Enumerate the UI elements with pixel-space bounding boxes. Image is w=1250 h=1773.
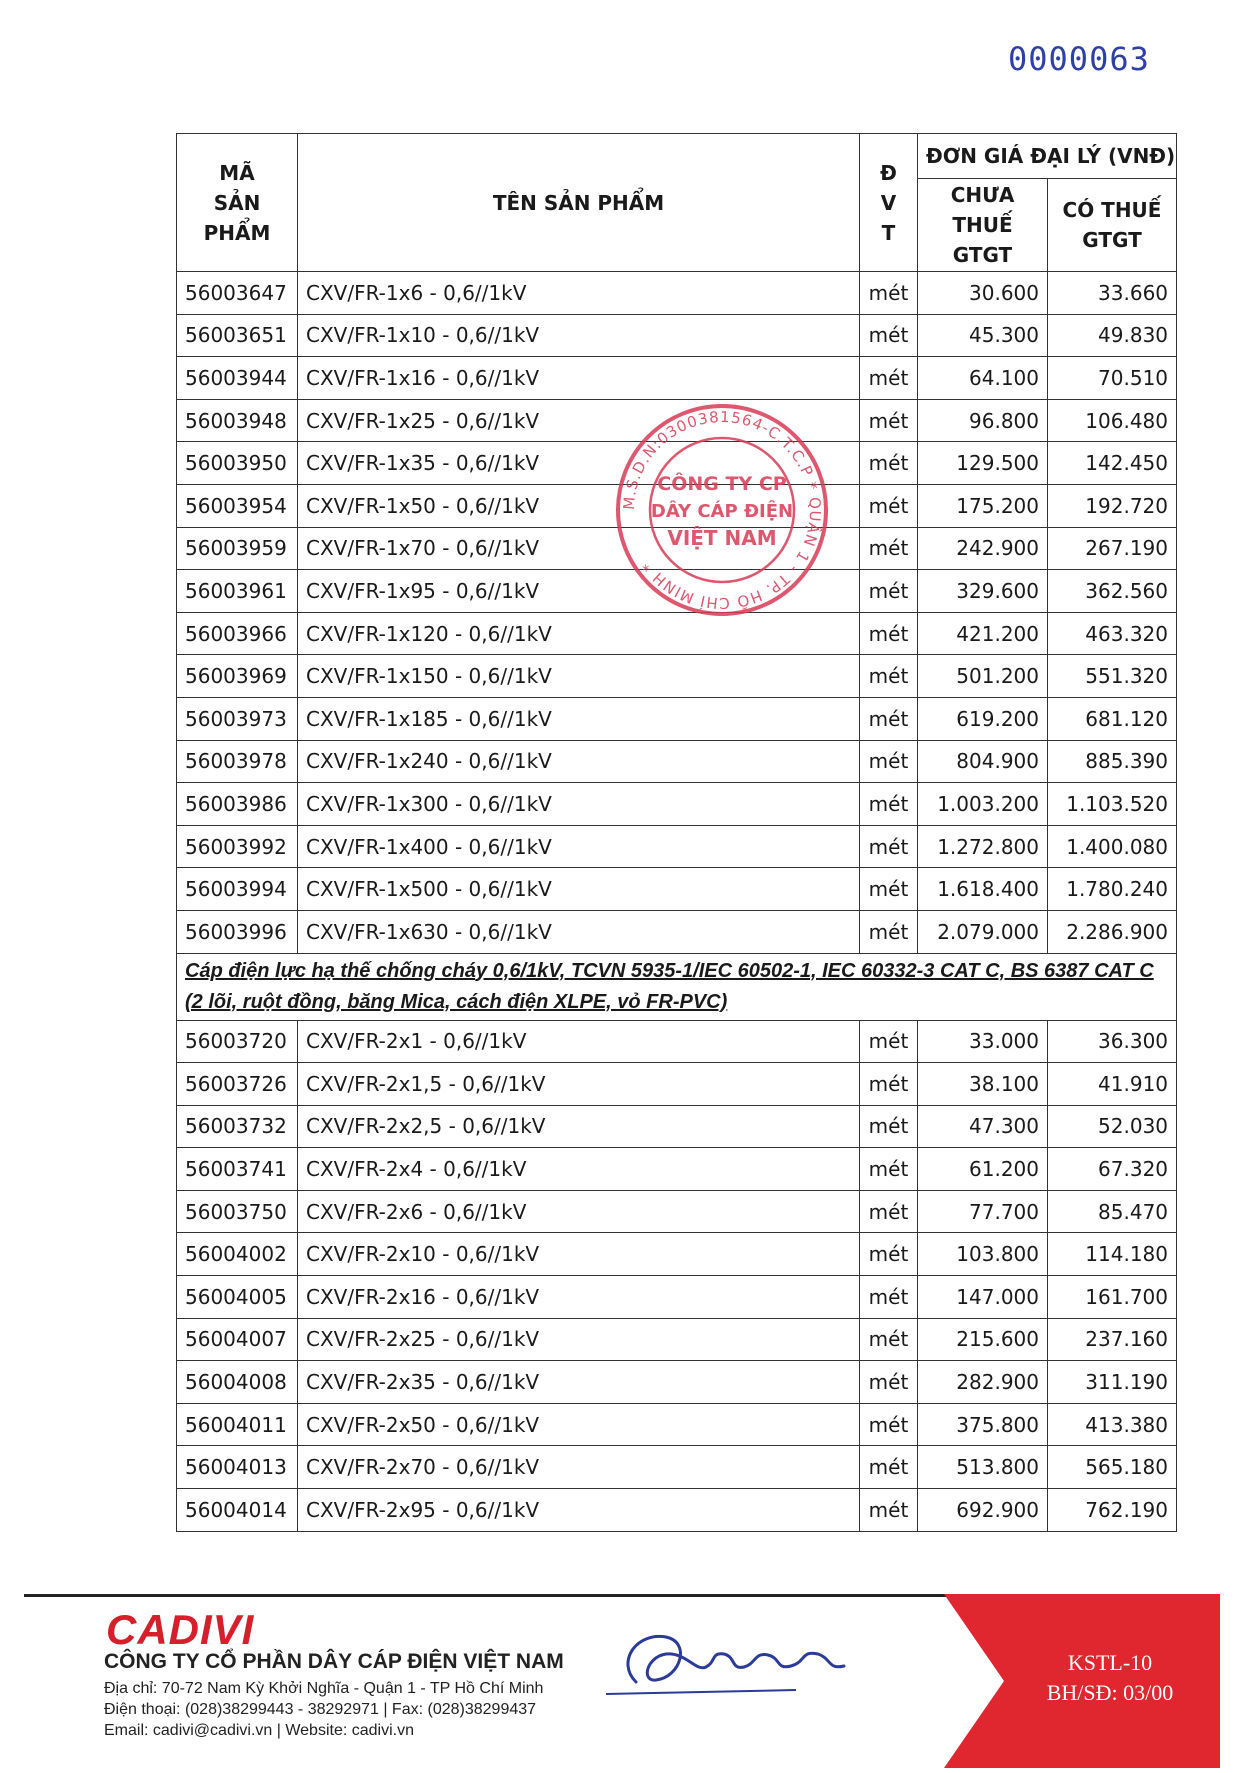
table-row: [177, 1403, 1177, 1446]
table-row: [177, 1190, 1177, 1233]
svg-text:M.S.D.N:0300381564-C.T.C.P * Q: M.S.D.N:0300381564-C.T.C.P * QUẬN 1 - TP. HỒ CHÍ MINH *: [619, 407, 825, 613]
price-pre-tax-cell: 33.000: [918, 1020, 1048, 1063]
unit-cell: mét: [860, 1233, 918, 1276]
table-row: [177, 1446, 1177, 1489]
price-pre-tax-cell: 61.200: [918, 1148, 1048, 1191]
product-code-cell: 56003726: [177, 1063, 298, 1106]
table-row: [177, 783, 1177, 826]
unit-cell: mét: [860, 272, 918, 315]
price-with-tax-cell: 142.450: [1048, 442, 1177, 485]
price-with-tax-cell: 237.160: [1048, 1318, 1177, 1361]
price-pre-tax-cell: 692.900: [918, 1489, 1048, 1532]
table-row: [177, 1276, 1177, 1319]
price-with-tax-cell: 885.390: [1048, 740, 1177, 783]
product-code-cell: 56003966: [177, 612, 298, 655]
product-name-cell: CXV/FR-1x16 - 0,6//1kV: [298, 357, 860, 400]
product-name-cell: CXV/FR-2x50 - 0,6//1kV: [298, 1403, 860, 1446]
price-pre-tax-cell: 215.600: [918, 1318, 1048, 1361]
table-row: [177, 272, 1177, 315]
product-code-cell: 56003950: [177, 442, 298, 485]
product-code-cell: 56004002: [177, 1233, 298, 1276]
price-with-tax-cell: 1.400.080: [1048, 825, 1177, 868]
unit-cell: mét: [860, 1020, 918, 1063]
header-price-with-tax: CÓ THUẾ GTGT: [1048, 179, 1177, 272]
price-pre-tax-cell: 175.200: [918, 484, 1048, 527]
price-with-tax-cell: 565.180: [1048, 1446, 1177, 1489]
price-with-tax-cell: 463.320: [1048, 612, 1177, 655]
product-name-cell: CXV/FR-2x70 - 0,6//1kV: [298, 1446, 860, 1489]
product-code-cell: 56003978: [177, 740, 298, 783]
header-unit: Đ V T: [860, 134, 918, 272]
price-with-tax-cell: 192.720: [1048, 484, 1177, 527]
table-row: [177, 697, 1177, 740]
company-name: CÔNG TY CỔ PHẦN DÂY CÁP ĐIỆN VIỆT NAM: [104, 1650, 564, 1673]
company-phone: Điện thoại: (028)38299443 - 38292971 | Fax: (028)38299437: [104, 1701, 537, 1718]
price-with-tax-cell: 52.030: [1048, 1105, 1177, 1148]
section-row: [177, 953, 1177, 1020]
unit-cell: mét: [860, 697, 918, 740]
price-with-tax-cell: 106.480: [1048, 399, 1177, 442]
price-with-tax-cell: 70.510: [1048, 357, 1177, 400]
svg-text:CÔNG TY CP: CÔNG TY CP: [657, 473, 787, 495]
product-name-cell: CXV/FR-2x6 - 0,6//1kV: [298, 1190, 860, 1233]
product-name-cell: CXV/FR-1x25 - 0,6//1kV: [298, 399, 860, 442]
product-name-cell: CXV/FR-1x10 - 0,6//1kV: [298, 314, 860, 357]
price-pre-tax-cell: 282.900: [918, 1361, 1048, 1404]
price-pre-tax-cell: 242.900: [918, 527, 1048, 570]
price-pre-tax-cell: 30.600: [918, 272, 1048, 315]
product-name-cell: CXV/FR-1x500 - 0,6//1kV: [298, 868, 860, 911]
price-with-tax-cell: 1.103.520: [1048, 783, 1177, 826]
price-pre-tax-cell: 1.618.400: [918, 868, 1048, 911]
section-title: Cáp điện lực hạ thế chống cháy 0,6/1kV, TCVN 5935-1/IEC 60502-1, IEC 60332-3 CAT C, BS 6387 CAT C (2 lõi, ruột đồng, băng Mica, cách điện XLPE, vỏ FR-PVC): [177, 953, 1177, 1020]
unit-cell: mét: [860, 1190, 918, 1233]
price-table: [176, 133, 1177, 1532]
unit-cell: mét: [860, 1276, 918, 1319]
header-price-pre-tax: CHƯA THUẾ GTGT: [918, 179, 1048, 272]
product-name-cell: CXV/FR-2x10 - 0,6//1kV: [298, 1233, 860, 1276]
product-name-cell: CXV/FR-1x35 - 0,6//1kV: [298, 442, 860, 485]
price-with-tax-cell: 267.190: [1048, 527, 1177, 570]
product-code-cell: 56003944: [177, 357, 298, 400]
table-row: [177, 1233, 1177, 1276]
table-row: [177, 655, 1177, 698]
form-code-block: [1000, 1648, 1220, 1708]
cadivi-logo: CADIVI: [106, 1606, 255, 1653]
unit-cell: mét: [860, 868, 918, 911]
product-code-cell: 56003992: [177, 825, 298, 868]
table-row: [177, 868, 1177, 911]
product-code-cell: 56003651: [177, 314, 298, 357]
svg-text:DÂY CÁP ĐIỆN: DÂY CÁP ĐIỆN: [650, 501, 794, 522]
svg-text:VIỆT NAM: VIỆT NAM: [667, 526, 777, 550]
price-with-tax-cell: 681.120: [1048, 697, 1177, 740]
product-code-cell: 56003732: [177, 1105, 298, 1148]
price-with-tax-cell: 2.286.900: [1048, 910, 1177, 953]
price-pre-tax-cell: 77.700: [918, 1190, 1048, 1233]
product-name-cell: CXV/FR-2x35 - 0,6//1kV: [298, 1361, 860, 1404]
product-code-cell: 56003994: [177, 868, 298, 911]
unit-cell: mét: [860, 783, 918, 826]
unit-cell: mét: [860, 825, 918, 868]
header-product-code: MÃ SẢN PHẨM: [177, 134, 298, 272]
price-with-tax-cell: 362.560: [1048, 570, 1177, 613]
table-row: [177, 1318, 1177, 1361]
table-row: [177, 825, 1177, 868]
product-name-cell: CXV/FR-1x630 - 0,6//1kV: [298, 910, 860, 953]
table-row: [177, 314, 1177, 357]
price-pre-tax-cell: 2.079.000: [918, 910, 1048, 953]
price-pre-tax-cell: 804.900: [918, 740, 1048, 783]
product-code-cell: 56003961: [177, 570, 298, 613]
price-pre-tax-cell: 421.200: [918, 612, 1048, 655]
price-pre-tax-cell: 96.800: [918, 399, 1048, 442]
table-row: [177, 1489, 1177, 1532]
price-with-tax-cell: 551.320: [1048, 655, 1177, 698]
header-product-name: TÊN SẢN PHẨM: [298, 134, 860, 272]
price-with-tax-cell: 1.780.240: [1048, 868, 1177, 911]
product-name-cell: CXV/FR-1x6 - 0,6//1kV: [298, 272, 860, 315]
unit-cell: mét: [860, 740, 918, 783]
unit-cell: mét: [860, 442, 918, 485]
unit-cell: mét: [860, 1318, 918, 1361]
unit-cell: mét: [860, 357, 918, 400]
company-seal-stamp: [612, 400, 832, 620]
product-code-cell: 56004011: [177, 1403, 298, 1446]
footer-divider: [24, 1594, 974, 1597]
price-pre-tax-cell: 64.100: [918, 357, 1048, 400]
price-pre-tax-cell: 619.200: [918, 697, 1048, 740]
table-row: [177, 357, 1177, 400]
price-pre-tax-cell: 375.800: [918, 1403, 1048, 1446]
price-pre-tax-cell: 513.800: [918, 1446, 1048, 1489]
product-name-cell: CXV/FR-2x1,5 - 0,6//1kV: [298, 1063, 860, 1106]
price-with-tax-cell: 114.180: [1048, 1233, 1177, 1276]
company-email: Email: cadivi@cadivi.vn | Website: cadivi.vn: [104, 1722, 414, 1739]
product-name-cell: CXV/FR-1x185 - 0,6//1kV: [298, 697, 860, 740]
header-agency-price: ĐƠN GIÁ ĐẠI LÝ (VNĐ): [918, 134, 1177, 179]
product-code-cell: 56003954: [177, 484, 298, 527]
unit-cell: mét: [860, 910, 918, 953]
price-with-tax-cell: 41.910: [1048, 1063, 1177, 1106]
table-row: [177, 1148, 1177, 1191]
product-name-cell: CXV/FR-1x240 - 0,6//1kV: [298, 740, 860, 783]
product-name-cell: CXV/FR-1x400 - 0,6//1kV: [298, 825, 860, 868]
price-pre-tax-cell: 1.003.200: [918, 783, 1048, 826]
company-address: Địa chỉ: 70-72 Nam Kỳ Khởi Nghĩa - Quận 1 - TP Hồ Chí Minh: [104, 1680, 544, 1697]
price-with-tax-cell: 36.300: [1048, 1020, 1177, 1063]
unit-cell: mét: [860, 527, 918, 570]
product-name-cell: CXV/FR-2x95 - 0,6//1kV: [298, 1489, 860, 1532]
table-row: [177, 1361, 1177, 1404]
product-code-cell: 56003959: [177, 527, 298, 570]
unit-cell: mét: [860, 314, 918, 357]
form-revision: BH/SĐ: 03/00: [1046, 1680, 1174, 1705]
unit-cell: mét: [860, 1403, 918, 1446]
product-name-cell: CXV/FR-1x300 - 0,6//1kV: [298, 783, 860, 826]
product-code-cell: 56004007: [177, 1318, 298, 1361]
unit-cell: mét: [860, 1361, 918, 1404]
product-name-cell: CXV/FR-2x1 - 0,6//1kV: [298, 1020, 860, 1063]
table-body-2c: [177, 1020, 1177, 1531]
price-pre-tax-cell: 103.800: [918, 1233, 1048, 1276]
unit-cell: mét: [860, 399, 918, 442]
unit-cell: mét: [860, 484, 918, 527]
table-row: [177, 740, 1177, 783]
unit-cell: mét: [860, 612, 918, 655]
product-code-cell: 56003996: [177, 910, 298, 953]
price-with-tax-cell: 311.190: [1048, 1361, 1177, 1404]
product-code-cell: 56003750: [177, 1190, 298, 1233]
unit-cell: mét: [860, 1063, 918, 1106]
price-with-tax-cell: 85.470: [1048, 1190, 1177, 1233]
product-name-cell: CXV/FR-1x95 - 0,6//1kV: [298, 570, 860, 613]
price-pre-tax-cell: 1.272.800: [918, 825, 1048, 868]
table-row: [177, 1063, 1177, 1106]
product-code-cell: 56003969: [177, 655, 298, 698]
product-code-cell: 56004008: [177, 1361, 298, 1404]
unit-cell: mét: [860, 1489, 918, 1532]
price-pre-tax-cell: 47.300: [918, 1105, 1048, 1148]
product-name-cell: CXV/FR-2x2,5 - 0,6//1kV: [298, 1105, 860, 1148]
unit-cell: mét: [860, 1446, 918, 1489]
table-row: [177, 1105, 1177, 1148]
product-name-cell: CXV/FR-2x16 - 0,6//1kV: [298, 1276, 860, 1319]
price-pre-tax-cell: 329.600: [918, 570, 1048, 613]
product-code-cell: 56003647: [177, 272, 298, 315]
product-code-cell: 56004013: [177, 1446, 298, 1489]
product-code-cell: 56003986: [177, 783, 298, 826]
product-name-cell: CXV/FR-2x4 - 0,6//1kV: [298, 1148, 860, 1191]
product-name-cell: CXV/FR-2x25 - 0,6//1kV: [298, 1318, 860, 1361]
table-row: [177, 910, 1177, 953]
product-name-cell: CXV/FR-1x120 - 0,6//1kV: [298, 612, 860, 655]
table-row: [177, 1020, 1177, 1063]
price-pre-tax-cell: 129.500: [918, 442, 1048, 485]
product-code-cell: 56003973: [177, 697, 298, 740]
product-code-cell: 56004014: [177, 1489, 298, 1532]
handwritten-signature: [596, 1622, 896, 1702]
unit-cell: mét: [860, 1105, 918, 1148]
price-pre-tax-cell: 501.200: [918, 655, 1048, 698]
document-number: 0000063: [1008, 40, 1150, 78]
product-name-cell: CXV/FR-1x70 - 0,6//1kV: [298, 527, 860, 570]
price-pre-tax-cell: 45.300: [918, 314, 1048, 357]
price-with-tax-cell: 67.320: [1048, 1148, 1177, 1191]
unit-cell: mét: [860, 570, 918, 613]
product-code-cell: 56003741: [177, 1148, 298, 1191]
product-code-cell: 56004005: [177, 1276, 298, 1319]
price-with-tax-cell: 161.700: [1048, 1276, 1177, 1319]
product-name-cell: CXV/FR-1x50 - 0,6//1kV: [298, 484, 860, 527]
unit-cell: mét: [860, 655, 918, 698]
price-pre-tax-cell: 38.100: [918, 1063, 1048, 1106]
unit-cell: mét: [860, 1148, 918, 1191]
product-code-cell: 56003948: [177, 399, 298, 442]
price-with-tax-cell: 762.190: [1048, 1489, 1177, 1532]
product-name-cell: CXV/FR-1x150 - 0,6//1kV: [298, 655, 860, 698]
form-code: KSTL-10: [1067, 1650, 1153, 1675]
price-with-tax-cell: 33.660: [1048, 272, 1177, 315]
price-with-tax-cell: 49.830: [1048, 314, 1177, 357]
product-code-cell: 56003720: [177, 1020, 298, 1063]
price-with-tax-cell: 413.380: [1048, 1403, 1177, 1446]
price-pre-tax-cell: 147.000: [918, 1276, 1048, 1319]
